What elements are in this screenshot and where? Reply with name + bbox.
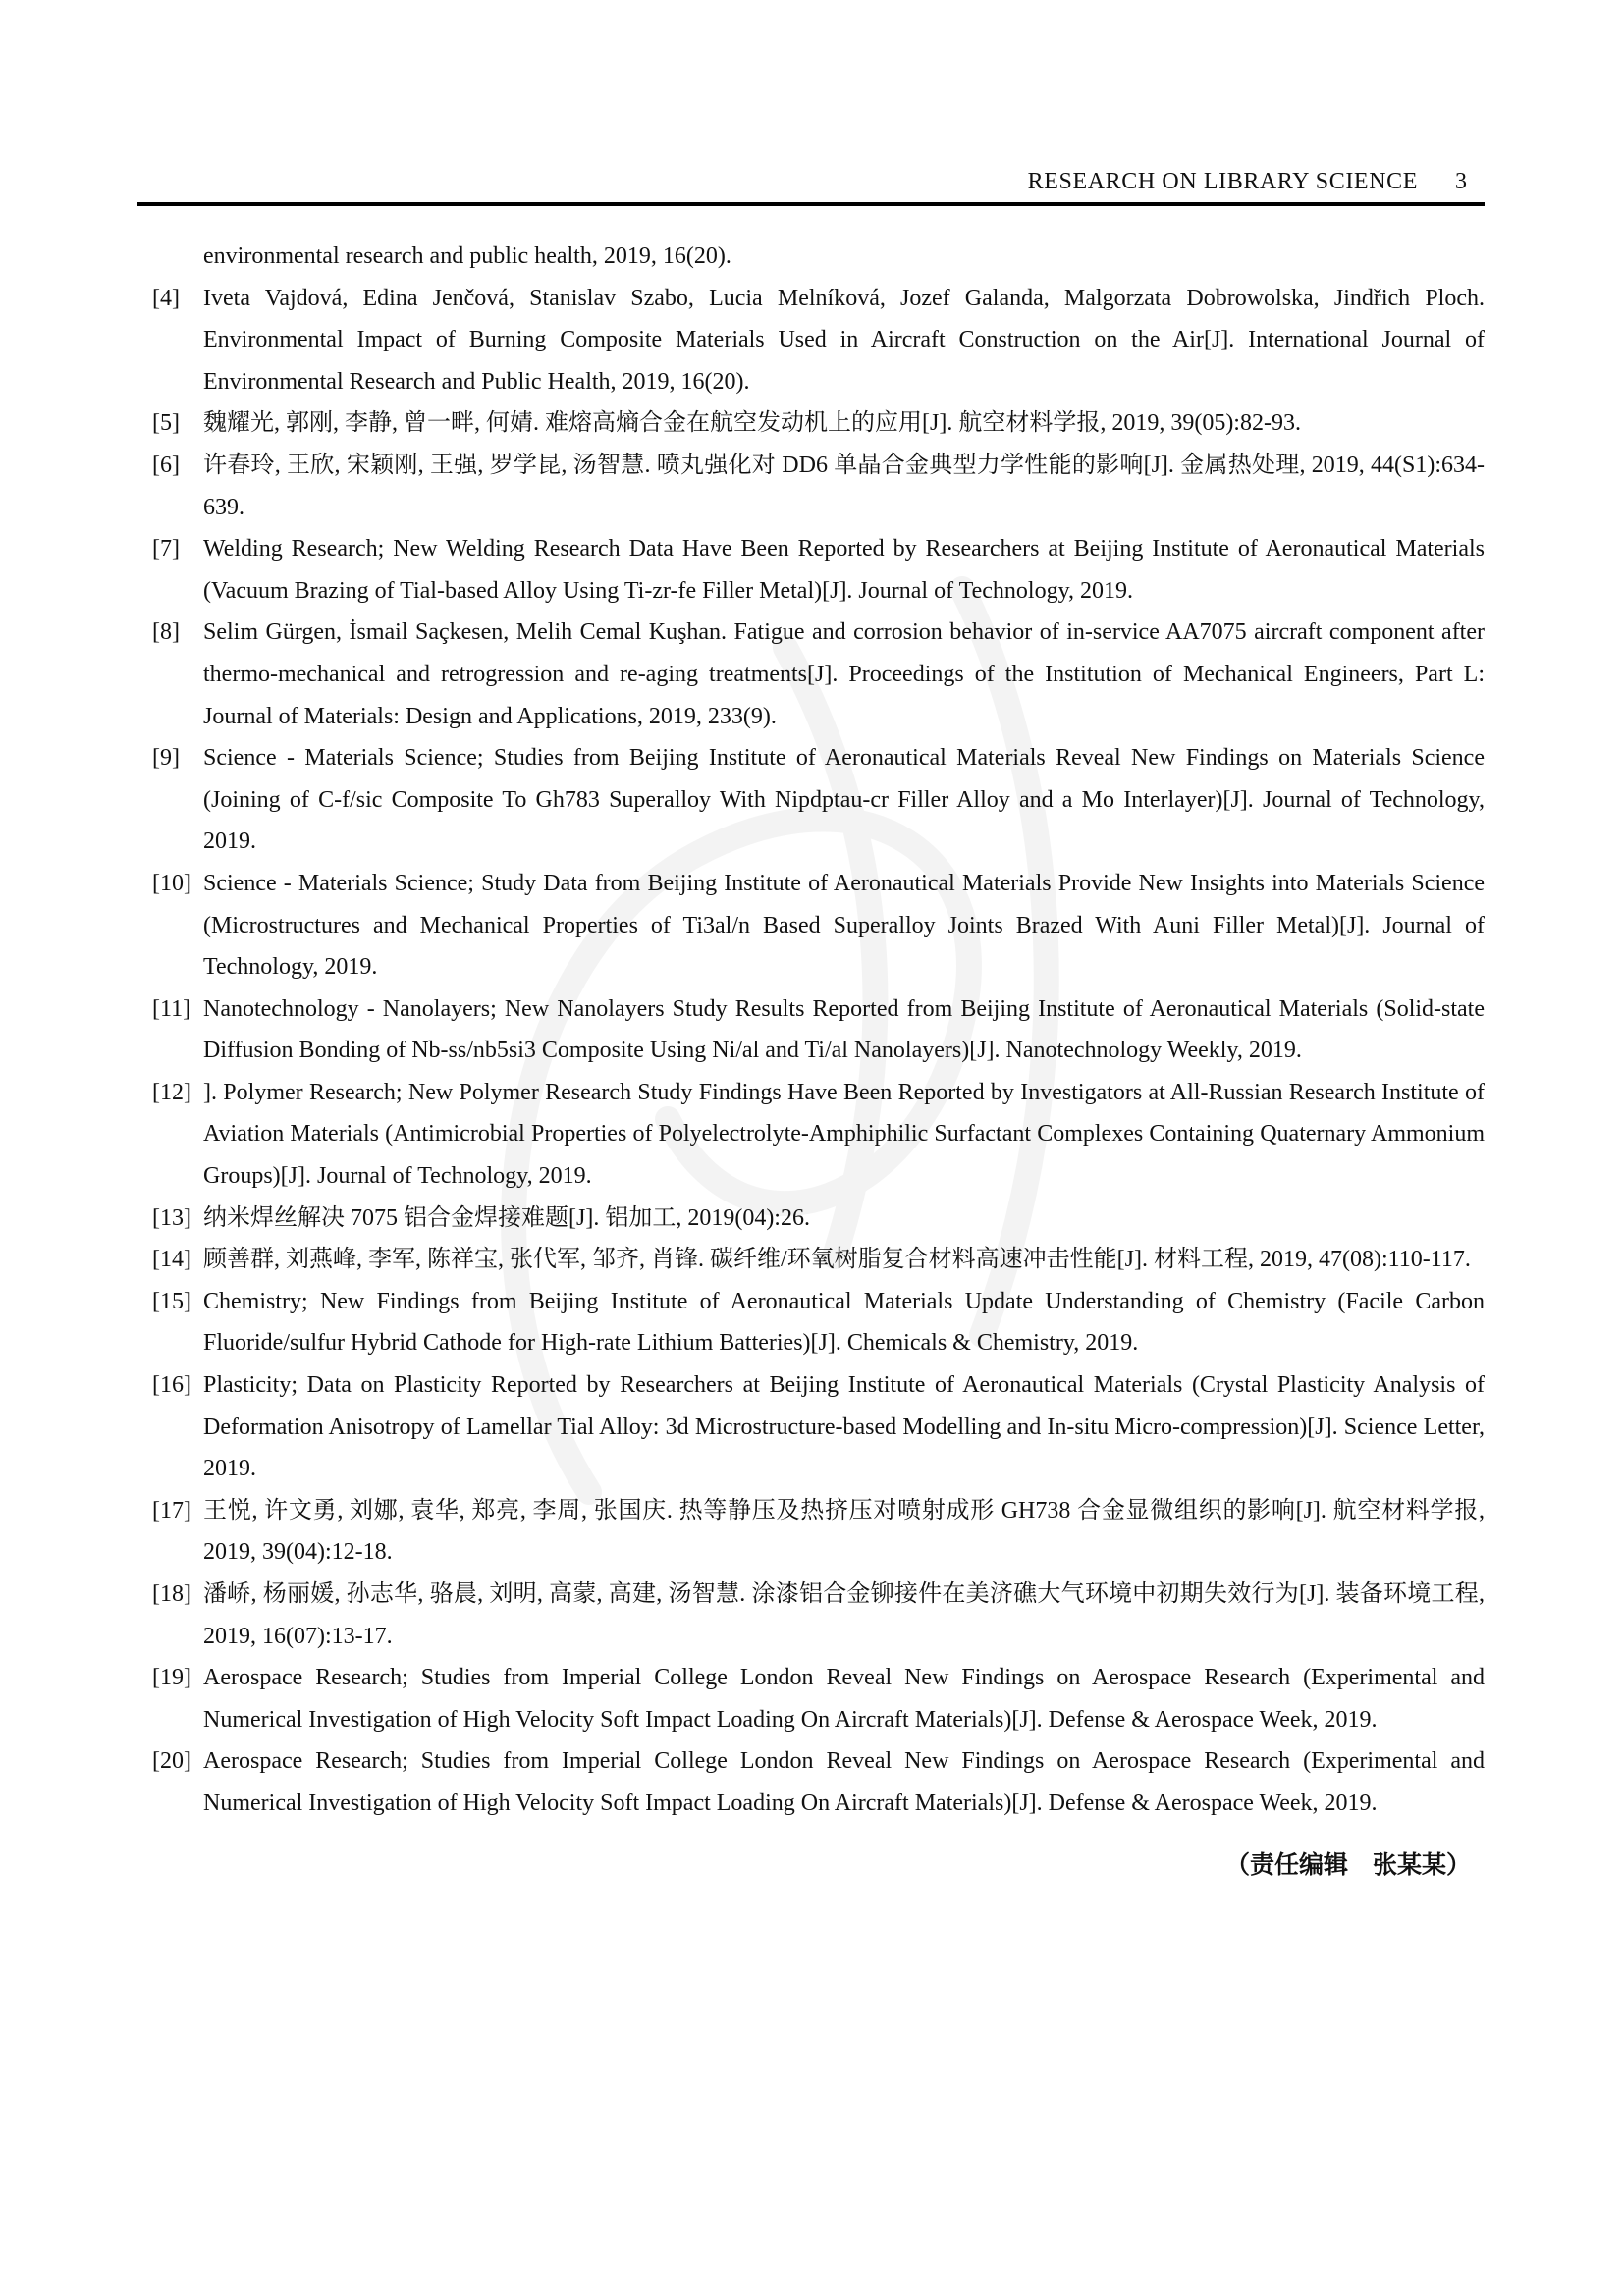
reference-text: Science - Materials Science; Studies from Beijing Institute of Aeronautical Materials Reveal New Findings on Materials Science (Joining of C-f/sic Composite To Gh783 Superalloy With Nipdptau-cr Filler Alloy and a Mo Interlayer)[J]. Journal of Technology, 2019. (203, 745, 1485, 855)
reference-entry (137, 737, 1485, 863)
reference-entry (137, 1198, 1485, 1240)
reference-entry (137, 402, 1485, 445)
reference-number: [20] (152, 1748, 191, 1775)
reference-number: [15] (152, 1288, 191, 1314)
reference-text: 王悦, 许文勇, 刘娜, 袁华, 郑亮, 李周, 张国庆. 热等静压及热挤压对喷射成形 GH738 合金显微组织的影响[J]. 航空材料学报, 2019, 39(04):12-18. (203, 1497, 1485, 1566)
reference-number: [16] (152, 1372, 191, 1399)
reference-number: [7] (152, 536, 180, 562)
reference-number: [17] (152, 1497, 191, 1523)
reference-text: ]. Polymer Research; New Polymer Research Study Findings Have Been Reported by Investigators at All-Russian Research Institute of Aviation Materials (Antimicrobial Properties of Polyelectrolyte-Amphiphilic Surfactant Complexes Containing Quaternary Ammonium Groups)[J]. Journal of Technology, 2019. (203, 1079, 1485, 1190)
reference-text: Chemistry; New Findings from Beijing Institute of Aeronautical Materials Update Understanding of Chemistry (Facile Carbon Fluoride/sulfur Hybrid Cathode for High-rate Lithium Batteries)[J]. Chemicals & Chemistry, 2019. (203, 1288, 1485, 1357)
reference-entry (137, 1072, 1485, 1198)
page-content (137, 0, 1485, 1887)
reference-entry (137, 1740, 1485, 1824)
reference-number: [19] (152, 1665, 191, 1691)
reference-number: [12] (152, 1079, 191, 1105)
responsible-editor-note: （责任编辑 张某某） (1224, 1851, 1471, 1879)
reference-number: [9] (152, 745, 180, 772)
reference-entry (137, 612, 1485, 737)
reference-text: 许春玲, 王欣, 宋颖刚, 王强, 罗学昆, 汤智慧. 喷丸强化对 DD6 单晶合金典型力学性能的影响[J]. 金属热处理, 2019, 44(S1):634-639. (203, 452, 1485, 520)
journal-title: RESEARCH ON LIBRARY SCIENCE (1027, 169, 1418, 194)
reference-number: [18] (152, 1581, 191, 1607)
reference-text: Iveta Vajdová, Edina Jenčová, Stanislav Szabo, Lucia Melníková, Jozef Galanda, Malgorzata Dobrowolska, Jindřich Ploch. Environmental Impact of Burning Composite Materials Used in Aircraft Construction on the Air[J]. International Journal of Environmental Research and Public Health, 2019, 16(20). (203, 285, 1485, 395)
reference-text: Science - Materials Science; Study Data from Beijing Institute of Aeronautical Materials Provide New Insights into Materials Science (Microstructures and Mechanical Properties of Ti3al/n Based Superalloy Joints Brazed With Auni Filler Metal)[J]. Journal of Technology, 2019. (203, 870, 1485, 981)
reference-entry (137, 1490, 1485, 1574)
reference-entry (137, 1574, 1485, 1657)
reference-text: Nanotechnology - Nanolayers; New Nanolayers Study Results Reported from Beijing Institute of Aeronautical Materials (Solid-state Diffusion Bonding of Nb-ss/nb5si3 Composite Using Ni/al and Ti/al Nanolayers)[J]. Nanotechnology Weekly, 2019. (203, 995, 1485, 1064)
page-number: 3 (1455, 169, 1467, 194)
running-header (137, 0, 1485, 206)
reference-entry (137, 1657, 1485, 1740)
reference-text: Aerospace Research; Studies from Imperial College London Reveal New Findings on Aerospace Research (Experimental and Numerical Investigation of High Velocity Soft Impact Loading On Aircraft Materials)[J]. Defense & Aerospace Week, 2019. (203, 1665, 1485, 1733)
reference-text: Welding Research; New Welding Research Data Have Been Reported by Researchers at Beijing Institute of Aeronautical Materials (Vacuum Brazing of Tial-based Alloy Using Ti-zr-fe Filler Metal)[J]. Journal of Technology, 2019. (203, 536, 1485, 604)
reference-continuation-line: environmental research and public health, 2019, 16(20). (203, 243, 731, 269)
reference-text: Aerospace Research; Studies from Imperial College London Reveal New Findings on Aerospace Research (Experimental and Numerical Investigation of High Velocity Soft Impact Loading On Aircraft Materials)[J]. Defense & Aerospace Week, 2019. (203, 1748, 1485, 1816)
reference-list (137, 278, 1485, 1825)
reference-entry (137, 863, 1485, 988)
reference-number: [4] (152, 285, 180, 311)
reference-number: [8] (152, 619, 180, 646)
reference-number: [13] (152, 1204, 191, 1231)
reference-text: Selim Gürgen, İsmail Saçkesen, Melih Cemal Kuşhan. Fatigue and corrosion behavior of in-service AA7075 aircraft component after thermo-mechanical and retrogression and re-aging treatments[J]. Proceedings of the Institution of Mechanical Engineers, Part L: Journal of Materials: Design and Applications, 2019, 233(9). (203, 619, 1485, 729)
reference-text: Plasticity; Data on Plasticity Reported by Researchers at Beijing Institute of Aeronautical Materials (Crystal Plasticity Analysis of Deformation Anisotropy of Lamellar Tial Alloy: 3d Microstructure-based Modelling and In-situ Micro-compression)[J]. Science Letter, 2019. (203, 1372, 1485, 1482)
reference-number: [10] (152, 870, 191, 896)
reference-entry (137, 278, 1485, 403)
reference-number: [11] (152, 995, 191, 1022)
reference-entry (137, 988, 1485, 1072)
reference-text: 魏耀光, 郭刚, 李静, 曾一畔, 何婧. 难熔高熵合金在航空发动机上的应用[J]. 航空材料学报, 2019, 39(05):82-93. (203, 410, 1301, 437)
reference-entry (137, 1364, 1485, 1490)
reference-text: 顾善群, 刘燕峰, 李军, 陈祥宝, 张代军, 邹齐, 肖锋. 碳纤维/环氧树脂复合材料高速冲击性能[J]. 材料工程, 2019, 47(08):110-117. (203, 1247, 1471, 1273)
reference-text: 纳米焊丝解决 7075 铝合金焊接难题[J]. 铝加工, 2019(04):26. (203, 1204, 810, 1231)
reference-number: [14] (152, 1247, 191, 1273)
reference-number: [6] (152, 452, 180, 478)
reference-entry (137, 528, 1485, 612)
reference-text: 潘峤, 杨丽媛, 孙志华, 骆晨, 刘明, 高蒙, 高建, 汤智慧. 涂漆铝合金铆接件在美济礁大气环境中初期失效行为[J]. 装备环境工程, 2019, 16(07):13-17. (203, 1581, 1485, 1649)
reference-entry (137, 445, 1485, 528)
reference-entry (137, 1281, 1485, 1364)
reference-section (137, 236, 1485, 1887)
reference-number: [5] (152, 410, 180, 437)
reference-entry (137, 1239, 1485, 1281)
